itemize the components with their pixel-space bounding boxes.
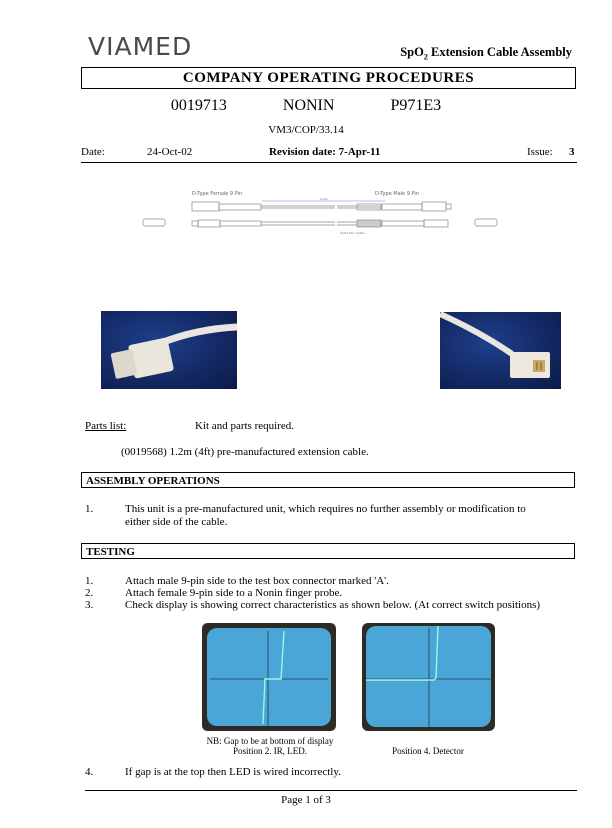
step-number: 1. bbox=[85, 503, 94, 515]
scope1-caption: Position 2. IR, LED. bbox=[232, 746, 307, 756]
date-label: Date: bbox=[81, 146, 105, 158]
step-number: 2. bbox=[85, 587, 94, 599]
parts-intro: Kit and parts required. bbox=[195, 420, 294, 432]
step-text: Attach male 9-pin side to the test box connector marked 'A'. bbox=[125, 575, 389, 587]
assembly-heading: ASSEMBLY OPERATIONS bbox=[81, 472, 575, 488]
step-number: 1. bbox=[85, 575, 94, 587]
meta-row bbox=[81, 146, 577, 163]
cable-side-view bbox=[143, 219, 497, 227]
date-value: 24-Oct-02 bbox=[147, 146, 193, 158]
cable-top-view bbox=[192, 202, 451, 211]
viamed-logo: VIAMED bbox=[88, 32, 193, 61]
female-connector-photo bbox=[101, 311, 237, 389]
step-number: 4. bbox=[85, 766, 94, 778]
parts-list-label-text: Parts list: bbox=[85, 420, 127, 432]
procedures-banner: COMPANY OPERATING PROCEDURES bbox=[81, 67, 576, 89]
parts-item: (0019568) 1.2m (4ft) pre-manufactured extension cable. bbox=[121, 446, 369, 458]
testing-heading: TESTING bbox=[81, 543, 575, 559]
document-subject bbox=[400, 45, 572, 62]
diagram-female-label: D-Type Female 9 Pin bbox=[192, 191, 243, 197]
oscilloscope-position-4 bbox=[362, 623, 495, 731]
footer-divider bbox=[85, 790, 577, 791]
step-text-line2: either side of the cable. bbox=[125, 516, 228, 528]
diagram-note: SpO2 Ext. Cable bbox=[340, 231, 365, 235]
scope2-caption: Position 4. Detector bbox=[392, 746, 464, 756]
subject-subscript: 2 bbox=[423, 52, 428, 62]
step-text: If gap is at the top then LED is wired incorrectly. bbox=[125, 766, 341, 778]
issue-label: Issue: bbox=[527, 146, 553, 158]
part-title: 0019713 NONIN P971E3 bbox=[170, 97, 442, 114]
testing-steps bbox=[85, 575, 580, 615]
diagram-length-label: 1.2m bbox=[320, 197, 328, 201]
step-text: Attach female 9-pin side to a Nonin finger probe. bbox=[125, 587, 343, 599]
oscilloscope-position-2 bbox=[202, 623, 336, 731]
step-text-line1: This unit is a pre-manufactured unit, which requires no further assembly or modification to bbox=[125, 503, 526, 515]
step-text: Check display is showing correct characteristics as shown below. (At correct switch positions) bbox=[125, 599, 541, 611]
diagram-male-label: D-Type Male 9 Pin bbox=[375, 191, 419, 197]
page-number: Page 1 of 3 bbox=[281, 794, 331, 806]
cable-diagram bbox=[140, 186, 500, 246]
revision-date: Revision date: 7-Apr-11 bbox=[269, 146, 381, 158]
step-number: 3. bbox=[85, 599, 94, 611]
parts-list-label bbox=[85, 420, 126, 432]
subject-suffix: Extension Cable Assembly bbox=[427, 45, 572, 59]
document-reference: VM3/COP/33.14 bbox=[268, 124, 344, 136]
male-connector-photo bbox=[440, 312, 561, 389]
scope1-note: NB: Gap to be at bottom of display bbox=[206, 736, 334, 746]
subject-prefix: SpO bbox=[400, 45, 424, 59]
issue-value: 3 bbox=[569, 146, 575, 158]
assembly-step bbox=[85, 503, 575, 533]
